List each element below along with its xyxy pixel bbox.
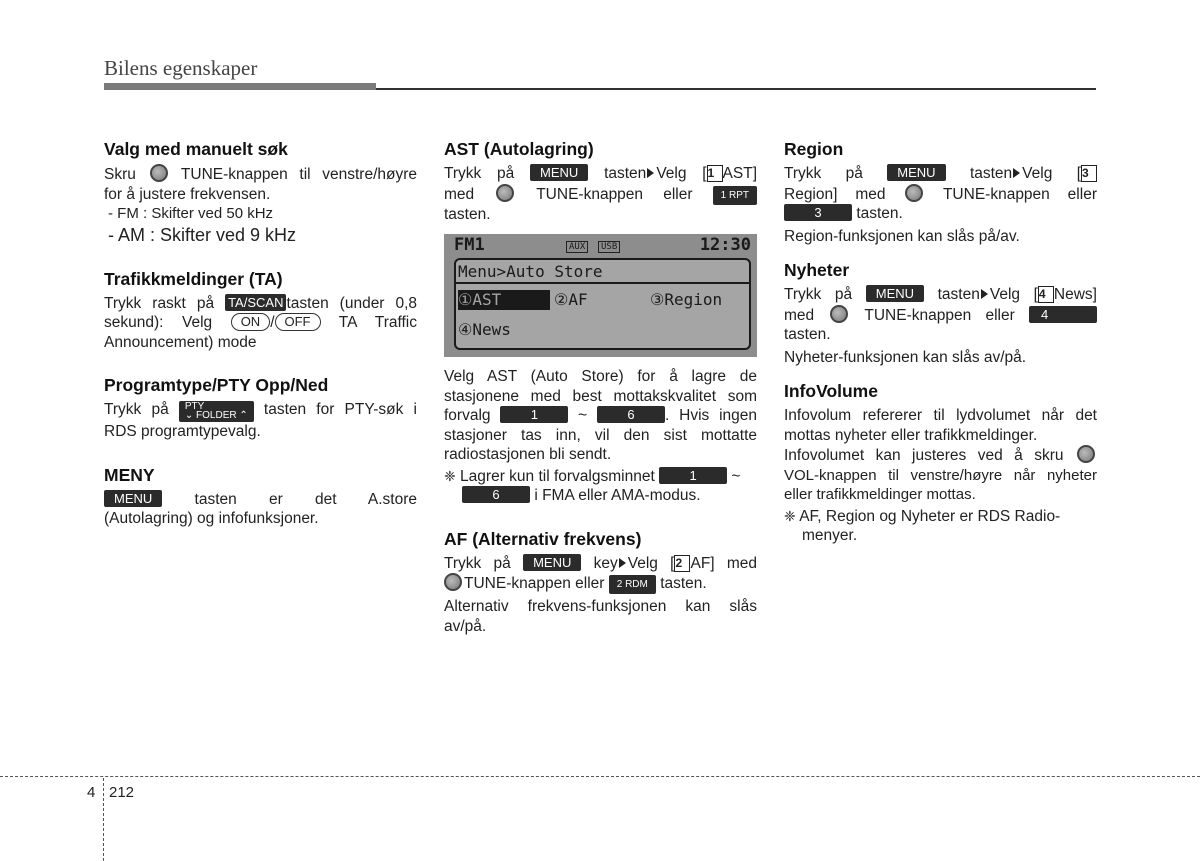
ast-text-3: tasten. <box>444 205 491 223</box>
region-text-1 <box>784 164 1097 184</box>
text: TUNE-knappen eller <box>464 575 605 592</box>
tune-knob-icon <box>150 164 168 182</box>
region-text-3 <box>784 204 1097 224</box>
text: tasten. <box>856 205 903 222</box>
text: Region] med <box>784 185 886 203</box>
tune-knob-icon <box>905 184 923 202</box>
vol-knob-icon <box>1077 445 1095 463</box>
ast-note <box>444 467 757 487</box>
infovolume-text-2 <box>784 445 1097 466</box>
number-2-icon: 2 <box>674 555 690 572</box>
pty-text-1 <box>104 400 417 422</box>
ta-text-2 <box>104 313 417 333</box>
tune-knob-icon <box>444 573 462 591</box>
text: tasten. <box>660 575 707 592</box>
section-title-infovolume: InfoVolume <box>784 381 878 401</box>
text: TUNE-knappen eller <box>864 306 1015 324</box>
footer-vertical-divider <box>103 778 104 861</box>
preset-6-button-icon: 6 <box>462 486 530 503</box>
text: key <box>593 554 618 572</box>
text: Lagrer kun til forvalgsminnet <box>460 467 655 485</box>
ast-description <box>444 367 757 465</box>
menu-text-1 <box>104 490 417 510</box>
text: med <box>444 185 475 203</box>
number-3-icon: 3 <box>1081 165 1097 182</box>
text: Velg AST (Auto Store) for å lagre de stasjonene med best mottakskvalitet som forvalg <box>444 368 757 424</box>
column-left <box>104 138 417 529</box>
text: Infovolumet kan justeres ved å skru <box>784 447 1064 464</box>
preset-1-button-icon: 1 <box>659 467 727 484</box>
text: tasten for PTY-søk i <box>263 401 417 418</box>
text: Trykk raskt på <box>104 294 215 312</box>
menu-text-2: (Autolagring) og infofunksjoner. <box>104 510 319 527</box>
text: Velg [ <box>1022 165 1082 182</box>
ast-text-1 <box>444 164 757 184</box>
arrow-right-icon <box>619 558 626 568</box>
lcd-menu-title: Menu>Auto Store <box>458 262 603 281</box>
text: News] <box>1053 286 1097 303</box>
text: med <box>784 306 815 324</box>
menu-button-icon: MENU <box>887 164 945 181</box>
text: AST] <box>722 165 757 182</box>
ast-note-2 <box>444 486 757 506</box>
preset-3-button-icon: 3 <box>784 204 852 221</box>
ta-text-1 <box>104 294 417 314</box>
page-number: 212 <box>109 784 135 801</box>
section-title-manual-search: Valg med manuelt søk <box>104 139 288 159</box>
text: Trykk på <box>784 165 863 182</box>
ta-scan-button-icon: TA/SCAN <box>225 294 286 311</box>
text: TUNE-knappen til venstre/høyre <box>180 166 417 183</box>
text: Velg [ <box>656 165 707 182</box>
ast-text-2 <box>444 184 757 205</box>
preset-6-button-icon: 6 <box>597 406 665 423</box>
note-star-icon: ❈ <box>444 467 456 484</box>
footer-divider <box>0 776 1200 777</box>
note-star-icon: ❈ <box>784 507 796 524</box>
af-text-3: Alternativ frekvens-funksjonen kan slås av/på. <box>444 598 757 635</box>
text: AF, Region og Nyheter er RDS Radio-menyer. <box>799 507 1061 544</box>
text: PTY <box>184 401 205 412</box>
text: Velg [ <box>627 554 675 572</box>
text: Velg [ <box>989 286 1038 303</box>
region-text-2 <box>784 184 1097 205</box>
tune-knob-icon <box>496 184 514 202</box>
text: TUNE-knappen eller <box>942 185 1097 203</box>
page-header-title: Bilens egenskaper <box>104 56 258 80</box>
text: TA Traffic <box>338 314 417 331</box>
chapter-number: 4 <box>87 784 96 801</box>
lcd-option-region: ③Region <box>650 290 723 309</box>
text: tasten <box>937 286 980 303</box>
lcd-option-af: ②AF <box>554 290 588 309</box>
menu-button-icon: MENU <box>530 164 588 181</box>
section-title-region: Region <box>784 139 844 159</box>
menu-button-icon: MENU <box>523 554 581 571</box>
infovolume-text-1: Infovolum refererer til lydvolumet når det mottas nyheter eller trafikkmeldinger. <box>784 407 1097 444</box>
text: ~ <box>731 467 741 485</box>
column-middle <box>444 138 757 636</box>
menu-button-icon: MENU <box>866 285 924 302</box>
text: tasten <box>969 165 1013 182</box>
text: tasten er det A.store <box>194 490 417 508</box>
news-text-1 <box>784 285 1097 305</box>
text: Trykk på <box>784 286 853 303</box>
lcd-time: 12:30 <box>699 235 751 255</box>
ta-text-3: Announcement) mode <box>104 333 257 351</box>
tune-knob-icon <box>830 305 848 323</box>
pty-text-2: RDS programtypevalg. <box>104 423 261 440</box>
arrow-right-icon <box>647 168 654 178</box>
news-text-4: Nyheter-funksjonen kan slås av/på. <box>784 348 1027 366</box>
text: ~ <box>578 407 588 424</box>
af-text-1 <box>444 554 757 574</box>
rpt-button-icon: 1 RPT <box>713 186 757 205</box>
text: / <box>270 314 275 331</box>
rdm-button-icon: 2 RDM <box>609 575 656 594</box>
preset-1-button-icon: 1 <box>500 406 568 423</box>
text: Skru <box>104 166 136 183</box>
text: sekund): Velg <box>104 314 213 331</box>
preset-4-button-icon: 4 <box>1029 306 1097 323</box>
lcd-aux-icon: AUX <box>566 241 588 253</box>
region-text-4: Region-funksjonen kan slås på/av. <box>784 227 1020 245</box>
section-title-pty: Programtype/PTY Opp/Ned <box>104 375 329 395</box>
text: Trykk på <box>444 165 515 182</box>
lcd-menu-screen <box>454 258 751 350</box>
header-rule-thin <box>376 88 1096 90</box>
column-right <box>784 138 1097 546</box>
fm-step-text: - FM : Skifter ved 50 kHz <box>108 205 274 222</box>
text: Trykk på <box>104 401 169 418</box>
manual-search-text <box>104 164 417 185</box>
af-text-2 <box>444 573 757 594</box>
arrow-right-icon <box>1013 168 1020 178</box>
off-pill-icon: OFF <box>275 313 321 331</box>
arrow-right-icon <box>981 289 988 299</box>
on-pill-icon: ON <box>231 313 271 331</box>
pty-folder-button-icon: PTY ⌄ FOLDER ⌃ <box>179 401 254 422</box>
news-text-3: tasten. <box>784 326 831 343</box>
section-title-ast: AST (Autolagring) <box>444 139 594 159</box>
number-4-icon: 4 <box>1038 286 1054 303</box>
lcd-option-news: ④News <box>458 320 511 339</box>
lcd-band: FM1 <box>454 235 485 255</box>
infovolume-note <box>784 507 1097 546</box>
section-title-news: Nyheter <box>784 260 850 280</box>
manual-search-text-2: for å justere frekvensen. <box>104 185 271 203</box>
text: . Hvis ingen stasjoner tas inn, vil den sist mottatte radiostasjonen bli sendt. <box>444 407 758 463</box>
text: tasten (under 0,8 <box>286 294 417 312</box>
infovolume-text-3: VOL-knappen til venstre/høyre når nyheter eller trafikkmeldinger mottas. <box>784 466 1097 503</box>
section-title-menu: MENY <box>104 464 155 485</box>
lcd-usb-icon: USB <box>598 241 620 253</box>
text: AF] med <box>690 554 758 572</box>
news-text-2 <box>784 305 1097 326</box>
number-1-icon: 1 <box>707 165 723 182</box>
lcd-option-ast: ①AST <box>458 290 550 310</box>
section-title-ta: Trafikkmeldinger (TA) <box>104 268 283 289</box>
am-step-text: - AM : Skifter ved 9 kHz <box>108 224 297 245</box>
header-rule-thick <box>104 83 376 90</box>
menu-button-icon: MENU <box>104 490 162 507</box>
radio-display-image <box>444 234 757 357</box>
text: Trykk på <box>444 554 511 572</box>
section-title-af: AF (Alternativ frekvens) <box>444 528 642 549</box>
text: FOLDER <box>196 410 237 421</box>
text: TUNE-knappen eller <box>536 185 693 203</box>
text: tasten <box>604 165 647 182</box>
text: i FMA eller AMA-modus. <box>534 487 701 504</box>
